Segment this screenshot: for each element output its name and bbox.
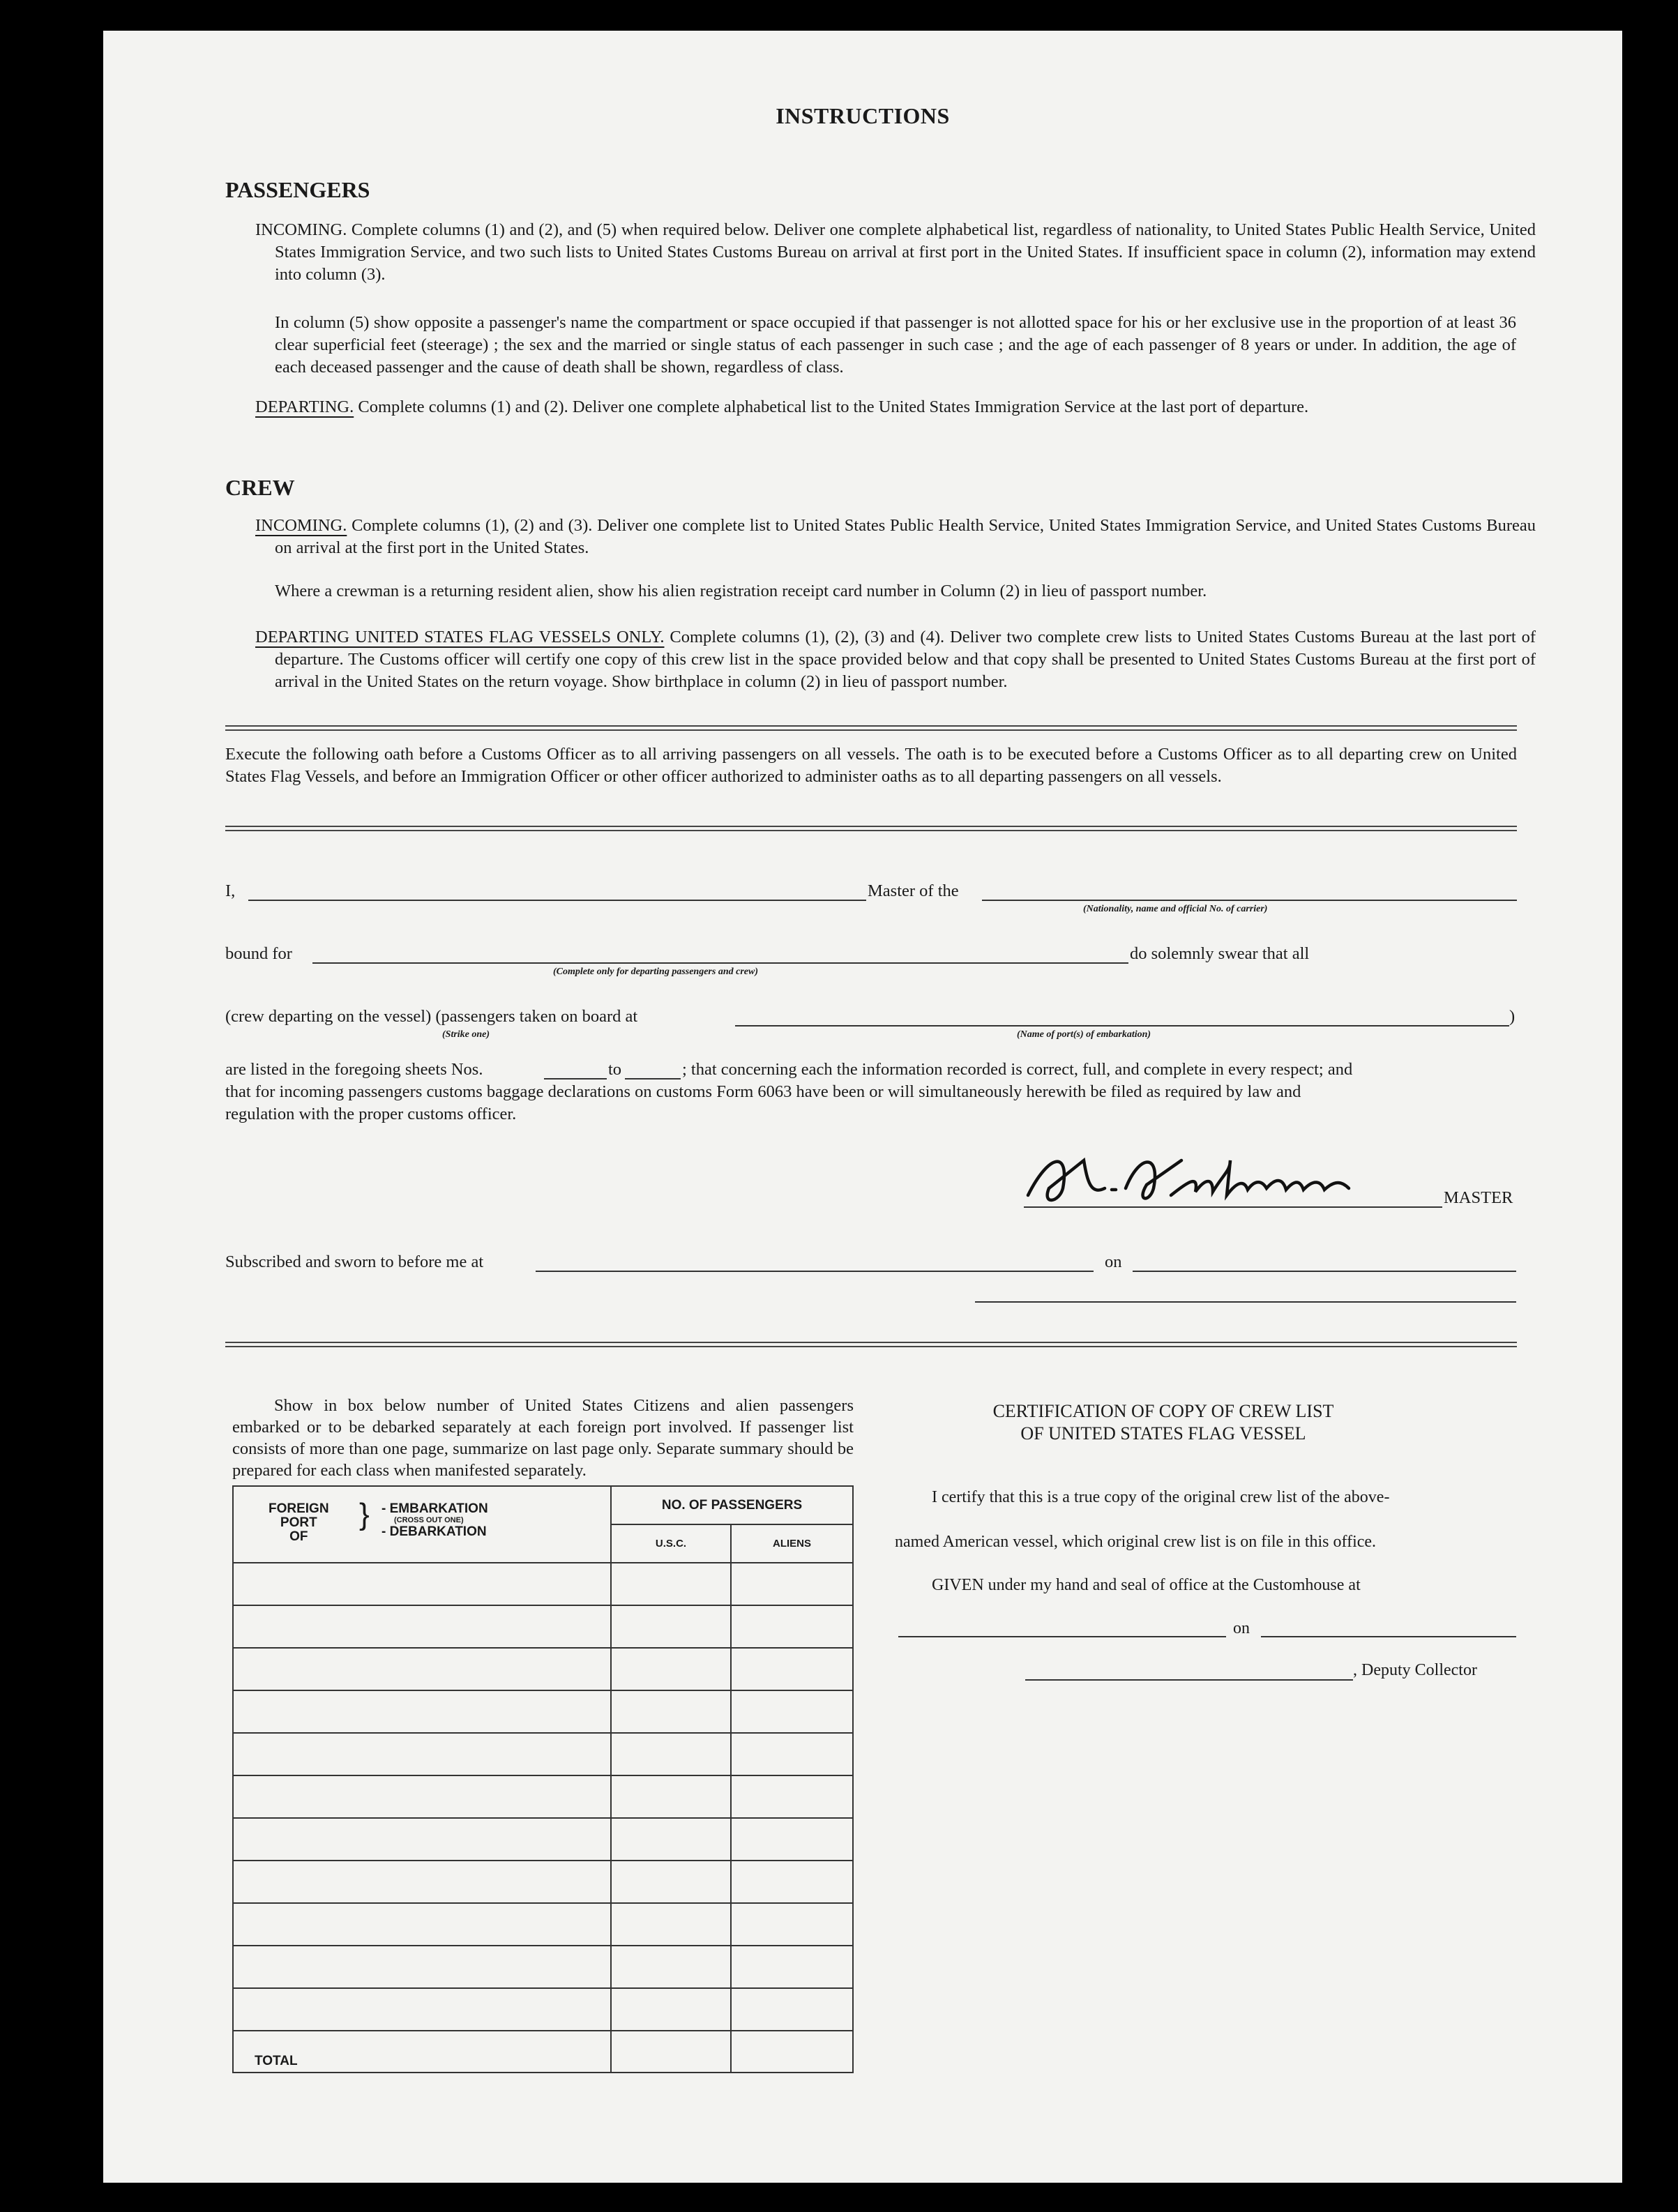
cross-out-note: (CROSS OUT ONE): [394, 1516, 464, 1524]
customhouse-field[interactable]: [898, 1636, 1226, 1637]
usc-cell[interactable]: [611, 1861, 731, 1903]
port-header-cell: [233, 1486, 611, 1563]
deputy-signature-field[interactable]: [1025, 1679, 1353, 1681]
passenger-summary-table: [232, 1485, 854, 2073]
usc-cell[interactable]: [611, 1733, 731, 1775]
aliens-cell[interactable]: [731, 1988, 853, 2031]
signature-line: [1024, 1206, 1442, 1208]
aliens-cell[interactable]: [731, 1775, 853, 1818]
table-row: [233, 1861, 853, 1903]
total-aliens-cell[interactable]: [731, 2031, 853, 2073]
certification-heading: [891, 1400, 1519, 1445]
embark-debark-options: [381, 1502, 488, 1539]
table-row: [233, 1733, 853, 1775]
port-cell[interactable]: [233, 1648, 611, 1690]
embarkation-option[interactable]: - EMBARKATION: [381, 1501, 488, 1516]
usc-cell[interactable]: [611, 1690, 731, 1733]
crew-departing-text: (crew departing on the vessel) (passengers taken on board at: [225, 1007, 638, 1026]
port-note: (Name of port(s) of embarkation): [1017, 1029, 1151, 1040]
embarkation-port-field[interactable]: [735, 1025, 1509, 1027]
usc-cell[interactable]: [611, 1775, 731, 1818]
port-cell[interactable]: [233, 1605, 611, 1648]
port-label: PORT: [280, 1515, 317, 1530]
table-header-row: [233, 1486, 853, 1524]
master-label: MASTER: [1444, 1188, 1513, 1207]
certify-line-1: I certify that this is a true copy of the original crew list of the above-: [932, 1488, 1390, 1506]
aliens-cell[interactable]: [731, 1648, 853, 1690]
certify-line-3: GIVEN under my hand and seal of office at the Customhouse at: [932, 1576, 1361, 1594]
aliens-cell[interactable]: [731, 1733, 853, 1775]
aliens-header: ALIENS: [731, 1524, 853, 1563]
aliens-cell[interactable]: [731, 1605, 853, 1648]
table-row: [233, 1988, 853, 2031]
table-row: [233, 1648, 853, 1690]
passengers-departing-text: Complete columns (1) and (2). Deliver one complete alphabetical list to the United States Immigration Service at the last port of departure.: [358, 397, 1309, 416]
double-rule: [225, 725, 1517, 731]
listed-text-line3: regulation with the proper customs officer.: [225, 1105, 517, 1123]
crew-departing-text: Complete columns (1), (2), (3) and (4). Deliver two complete crew lists to United States Customs Bureau at the last port of departure. The Customs officer will certify one copy of this crew list in the space provided below and that copy shall be presented to United States Customs Bureau at the first port of arrival in the United States on the return voyage. Show birthplace in column (2) in lieu of passport number.: [275, 628, 1536, 691]
carrier-note: (Nationality, name and official No. of carrier): [1083, 904, 1268, 914]
listed-to-label: to: [608, 1060, 622, 1079]
table-row: [233, 1903, 853, 1946]
certification-heading-line2: OF UNITED STATES FLAG VESSEL: [1020, 1423, 1306, 1444]
subscribed-label: Subscribed and sworn to before me at: [225, 1252, 484, 1271]
of-label: OF: [289, 1529, 308, 1544]
table-row: [233, 1690, 853, 1733]
foreign-port-of-label: [269, 1502, 329, 1544]
close-paren: ): [1509, 1007, 1516, 1026]
debarkation-option[interactable]: - DEBARKATION: [381, 1524, 487, 1539]
double-rule: [225, 826, 1517, 831]
crew-departing-label: DEPARTING UNITED STATES FLAG VESSELS ONLY.: [255, 628, 665, 646]
passengers-departing-label: DEPARTING.: [255, 397, 354, 416]
listed-text-line2: that for incoming passengers customs baggage declarations on customs Form 6063 have been or will simultaneously herewith be filed as required by law and: [225, 1082, 1301, 1101]
sheet-from-field[interactable]: [544, 1078, 607, 1080]
port-cell[interactable]: [233, 1733, 611, 1775]
passengers-column5-paragraph: In column (5) show opposite a passenger's name the compartment or space occupied if that passenger is not allotted space for his or her exclusive use in the proportion of at least 36 clear superficial feet (steerage) ; the sex and the married or single status of each passenger in such case ; and the age of each passenger of 8 years or under. In addition, the age of each deceased passenger and the cause of death shall be shown, regardless of class.: [275, 313, 1516, 377]
certification-heading-line1: CERTIFICATION OF COPY OF CREW LIST: [992, 1401, 1334, 1421]
listed-text-start: are listed in the foregoing sheets Nos.: [225, 1060, 483, 1079]
port-cell[interactable]: [233, 1903, 611, 1946]
port-cell[interactable]: [233, 1775, 611, 1818]
aliens-cell[interactable]: [731, 1690, 853, 1733]
swear-text: do solemnly swear that all: [1130, 944, 1310, 963]
crew-incoming-label: INCOMING.: [255, 516, 347, 535]
officer-signature-field[interactable]: [975, 1301, 1516, 1303]
master-signature: [1021, 1146, 1481, 1220]
summary-instructions: Show in box below number of United States Citizens and alien passengers embarked or to be debarked separately at each foreign port involved. If passenger list consists of more than one page, summarize on last page only. Separate summary should be prepared for each class when manifested separately.: [232, 1396, 854, 1480]
page-title: INSTRUCTIONS: [776, 103, 950, 128]
crew-departing-paragraph: [255, 626, 1536, 693]
double-rule: [225, 1342, 1517, 1347]
foreign-label: FOREIGN: [269, 1501, 329, 1516]
crew-resident-paragraph: Where a crewman is a returning resident alien, show his alien registration receipt card number in Column (2) in lieu of passport number.: [275, 582, 1207, 600]
passengers-incoming-label: INCOMING.: [255, 220, 347, 239]
table-row: [233, 1605, 853, 1648]
passengers-departing-paragraph: [255, 396, 1536, 418]
aliens-cell[interactable]: [731, 1563, 853, 1605]
total-usc-cell[interactable]: [611, 2031, 731, 2073]
usc-cell[interactable]: [611, 1605, 731, 1648]
port-cell[interactable]: [233, 1818, 611, 1861]
signature-image: [1021, 1146, 1481, 1209]
sworn-location-field[interactable]: [536, 1271, 1094, 1272]
sworn-on-label: on: [1105, 1252, 1122, 1271]
usc-cell[interactable]: [611, 1988, 731, 2031]
port-cell[interactable]: [233, 1946, 611, 1988]
brace-icon: }: [359, 1497, 370, 1531]
usc-cell[interactable]: [611, 1946, 731, 1988]
strike-note: (Strike one): [442, 1029, 490, 1040]
aliens-cell[interactable]: [731, 1903, 853, 1946]
usc-header: U.S.C.: [611, 1524, 731, 1563]
listed-text-end: ; that concerning each the information recorded is correct, full, and complete in every respect; and: [682, 1060, 1353, 1079]
crew-incoming-text: Complete columns (1), (2) and (3). Deliver one complete list to United States Public Health Service, United States Immigration Service, and United States Customs Bureau on arrival at the first port in the United States.: [275, 516, 1536, 557]
table-row: [233, 1818, 853, 1861]
oath-instructions: Execute the following oath before a Customs Officer as to all arriving passengers on all vessels. The oath is to be executed before a Customs Officer as to all departing crew on United States Flag Vessels, and before an Immigration Officer or other officer authorized to administer oaths as to all departing passengers on all vessels.: [225, 745, 1517, 786]
bound-for-label: bound for: [225, 944, 292, 963]
master-name-field[interactable]: [248, 900, 866, 901]
table-row: [233, 1563, 853, 1605]
table-row: [233, 1946, 853, 1988]
certify-on-label: on: [1233, 1619, 1250, 1637]
passengers-heading: PASSENGERS: [225, 177, 370, 202]
bound-for-field[interactable]: [312, 962, 1128, 964]
aliens-cell[interactable]: [731, 1818, 853, 1861]
usc-cell[interactable]: [611, 1903, 731, 1946]
master-of-the-label: Master of the: [868, 881, 959, 900]
port-cell[interactable]: [233, 1563, 611, 1605]
total-row: [233, 2031, 853, 2073]
no-of-passengers-header: NO. OF PASSENGERS: [611, 1486, 853, 1524]
certify-line-2: named American vessel, which original crew list is on file in this office.: [895, 1533, 1377, 1551]
aliens-cell[interactable]: [731, 1946, 853, 1988]
oath-i-label: I,: [225, 881, 236, 900]
sheet-to-field[interactable]: [625, 1078, 681, 1080]
sworn-date-field[interactable]: [1133, 1271, 1516, 1272]
aliens-cell[interactable]: [731, 1861, 853, 1903]
carrier-field[interactable]: [982, 900, 1517, 901]
passengers-incoming-paragraph: [255, 219, 1536, 286]
crew-incoming-paragraph: [255, 515, 1536, 559]
bound-for-note: (Complete only for departing passengers and crew): [553, 967, 758, 977]
port-cell[interactable]: [233, 1690, 611, 1733]
deputy-collector-label: , Deputy Collector: [1353, 1661, 1477, 1679]
crew-heading: CREW: [225, 475, 295, 500]
port-cell[interactable]: [233, 1988, 611, 2031]
usc-cell[interactable]: [611, 1818, 731, 1861]
document-page: [103, 31, 1622, 2183]
table-row: [233, 1775, 853, 1818]
passengers-incoming-text: Complete columns (1) and (2), and (5) when required below. Deliver one complete alphabetical list, regardless of nationality, to United States Public Health Service, United States Immigration Service, and two such lists to United States Customs Bureau on arrival at first port in the United States. If insufficient space in column (2), information may extend into column (3).: [275, 220, 1536, 284]
table-body: [233, 1563, 853, 2031]
usc-cell[interactable]: [611, 1563, 731, 1605]
port-cell[interactable]: [233, 1861, 611, 1903]
usc-cell[interactable]: [611, 1648, 731, 1690]
certify-date-field[interactable]: [1261, 1636, 1516, 1637]
total-label: TOTAL: [233, 2031, 611, 2073]
